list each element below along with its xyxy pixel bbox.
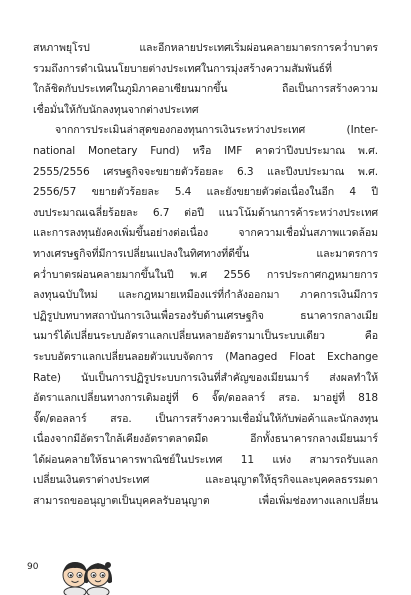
text-line: 2555/2556 เศรษฐกิจจะขยายตัวร้อยละ 6.3 และปีงบประมาณ พ.ศ. <box>33 165 378 178</box>
text-line: เปลี่ยนเงินตราต่างประเทศ และอนุญาตให้ธุรกิจและบุคคลธรรมดา <box>33 474 378 487</box>
text-line: รวมถึงการดำเนินนโยบายต่างประเทศในการมุ่งสร้างความสัมพันธ์ที่ <box>33 62 332 75</box>
text-line: อัตราแลกเปลี่ยนทางการเดิมอยู่ที่ 6 จั๊ต/ดอลลาร์ สรอ. มาอยู่ที่ 818 <box>33 392 378 405</box>
text-line: คว่ำบาตรผ่อนคลายมากขึ้นในปี พ.ศ 2556 การประกาศกฎหมายการ <box>33 268 378 281</box>
text-line: นมาร์ได้เปลี่ยนระบบอัตราแลกเปลี่ยนหลายอัตรามาเป็นระบบเดียว คือ <box>33 330 378 343</box>
text-line: ปฏิรูปบทบาทสถาบันการเงินเพื่อรองรับด้านเศรษฐกิจ ธนาคารกลางเมีย <box>33 309 378 322</box>
text-line: และการลงทุนยังคงเพิ่มขึ้นอย่างต่อเนื่อง จากความเชื่อมั่นสภาพแวดล้อม <box>33 227 378 240</box>
text-line: Rate) นับเป็นการปฏิรูประบบการเงินที่สำคัญของเมียนมาร์ ส่งผลทำให้ <box>33 371 378 384</box>
body-text <box>33 38 378 512</box>
text-line: เนื่องจากมีอัตราใกล้เคียงอัตราตลาดมืด อีกทั้งธนาคารกลางเมียนมาร์ <box>33 433 378 446</box>
text-line: 2556/57 ขยายตัวร้อยละ 5.4 และยังขยายตัวต่อเนื่องในอีก 4 ปี <box>33 186 378 199</box>
text-line: ได้ผ่อนคลายให้ธนาคารพาณิชย์ในประเทศ 11 แห่ง สามารถรับแลก <box>33 453 378 466</box>
text-line: national Monetary Fund) หรือ IMF คาดว่าปีงบประมาณ พ.ศ. <box>33 144 378 157</box>
page-number: 90 <box>27 562 39 572</box>
girl-mascot-icon <box>78 558 118 595</box>
text-line: สามารถขออนุญาตเป็นบุคคลรับอนุญาต เพื่อเพิ่มช่องทางแลกเปลี่ยน <box>33 495 378 508</box>
text-line: ทางเศรษฐกิจที่มีการเปลี่ยนแปลงในทิศทางที่ดีขึ้น และมาตรการ <box>33 247 378 260</box>
text-line: เชื่อมั่นให้กับนักลงทุนจากต่างประเทศ <box>33 103 199 116</box>
text-line: จากการประเมินล่าสุดของกองทุนการเงินระหว่างประเทศ (Inter- <box>55 124 378 137</box>
text-line: ลงทุนฉบับใหม่ และกฎหมายเหมืองแร่ที่กำลังออกมา ภาคการเงินมีการ <box>33 289 378 302</box>
text-line: สหภาพยุโรป และอีกหลายประเทศเริ่มผ่อนคลายมาตรการคว่ำบาตร <box>33 42 378 54</box>
text-line: จั๊ต/ดอลลาร์ สรอ. เป็นการสร้างความเชื่อมั่นให้กับพ่อค้าและนักลงทุน <box>33 412 378 425</box>
text-line: ระบบอัตราแลกเปลี่ยนลอยตัวแบบจัดการ (Managed Float Exchange <box>33 350 378 363</box>
text-line: ใกล้ชิดกับประเทศในภูมิภาคอาเซียนมากขึ้น ถือเป็นการสร้างความ <box>33 83 378 96</box>
text-line: งบประมาณเฉลี่ยร้อยละ 6.7 ต่อปี แนวโน้มด้านการค้าระหว่างประเทศ <box>33 206 378 219</box>
